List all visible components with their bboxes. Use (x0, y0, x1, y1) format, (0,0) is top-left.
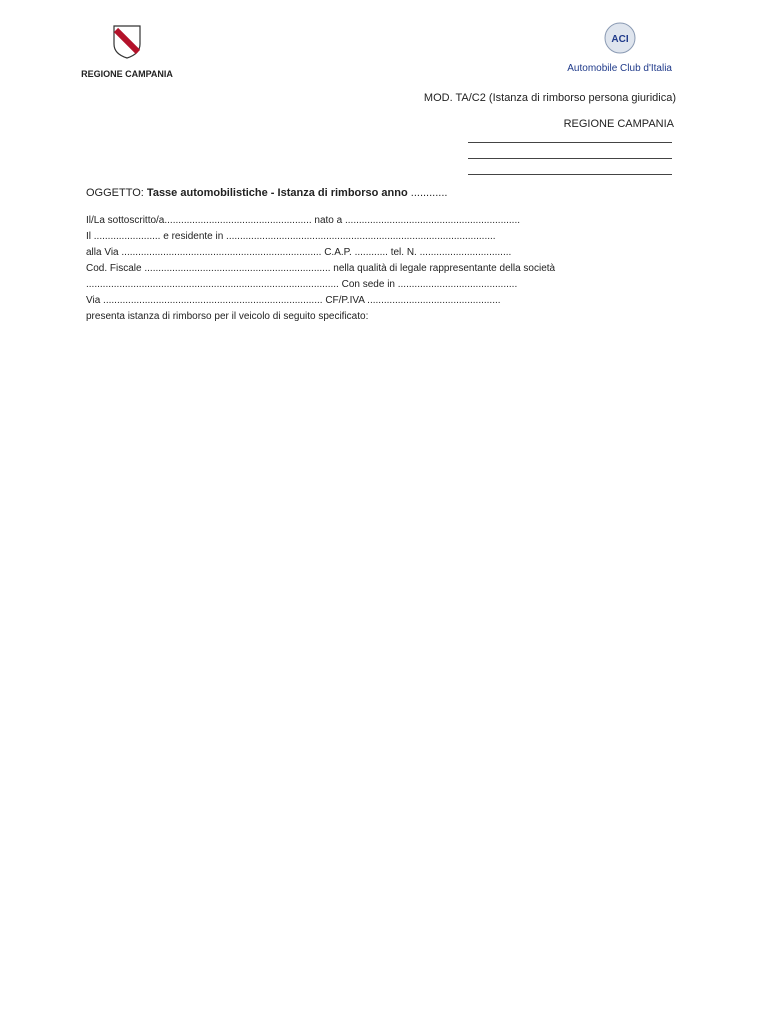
address-line (468, 174, 672, 175)
aci-logo (567, 20, 672, 74)
form-code: MOD. TA/C2 (Istanza di rimborso persona giuridica) (423, 92, 676, 104)
coat-of-arms-icon (112, 24, 142, 60)
subject-title: Tasse automobilistiche - Istanza di rimborso anno (146, 187, 408, 199)
vehicle-intro-line: presenta istanza di rimborso per il veicolo di seguito specificato: (86, 311, 369, 322)
residence-line: Il ........................ e residente in ................................................................................................. (86, 231, 496, 242)
company-seat-line: ........................................................................................... Con sede in ........................................... (86, 279, 518, 290)
address-line (468, 158, 672, 159)
aci-emblem-icon (598, 20, 642, 56)
aci-initials: ACI (611, 34, 629, 45)
recipient: REGIONE CAMPANIA (563, 118, 674, 130)
aci-caption: Automobile Club d'Italia (567, 63, 672, 74)
subject-label: OGGETTO: (86, 187, 144, 199)
subject-blank: ............ (410, 187, 448, 199)
address-line: alla Via ........................................................................ C.A.P. ............ tel. N. ................................. (86, 247, 512, 258)
fiscal-code-line: Cod. Fiscale ................................................................... nella qualità di legale rappresentante della società (86, 263, 556, 274)
regione-campania-logo (72, 24, 182, 79)
regione-campania-caption: REGIONE CAMPANIA (81, 69, 173, 79)
subject-line (86, 187, 447, 199)
applicant-name-line: Il/La sottoscritto/a..................................................... nato a ............................................................... (86, 215, 521, 226)
vat-line: Via ............................................................................... CF/P.IVA ................................................ (86, 295, 501, 306)
address-line (468, 142, 672, 143)
